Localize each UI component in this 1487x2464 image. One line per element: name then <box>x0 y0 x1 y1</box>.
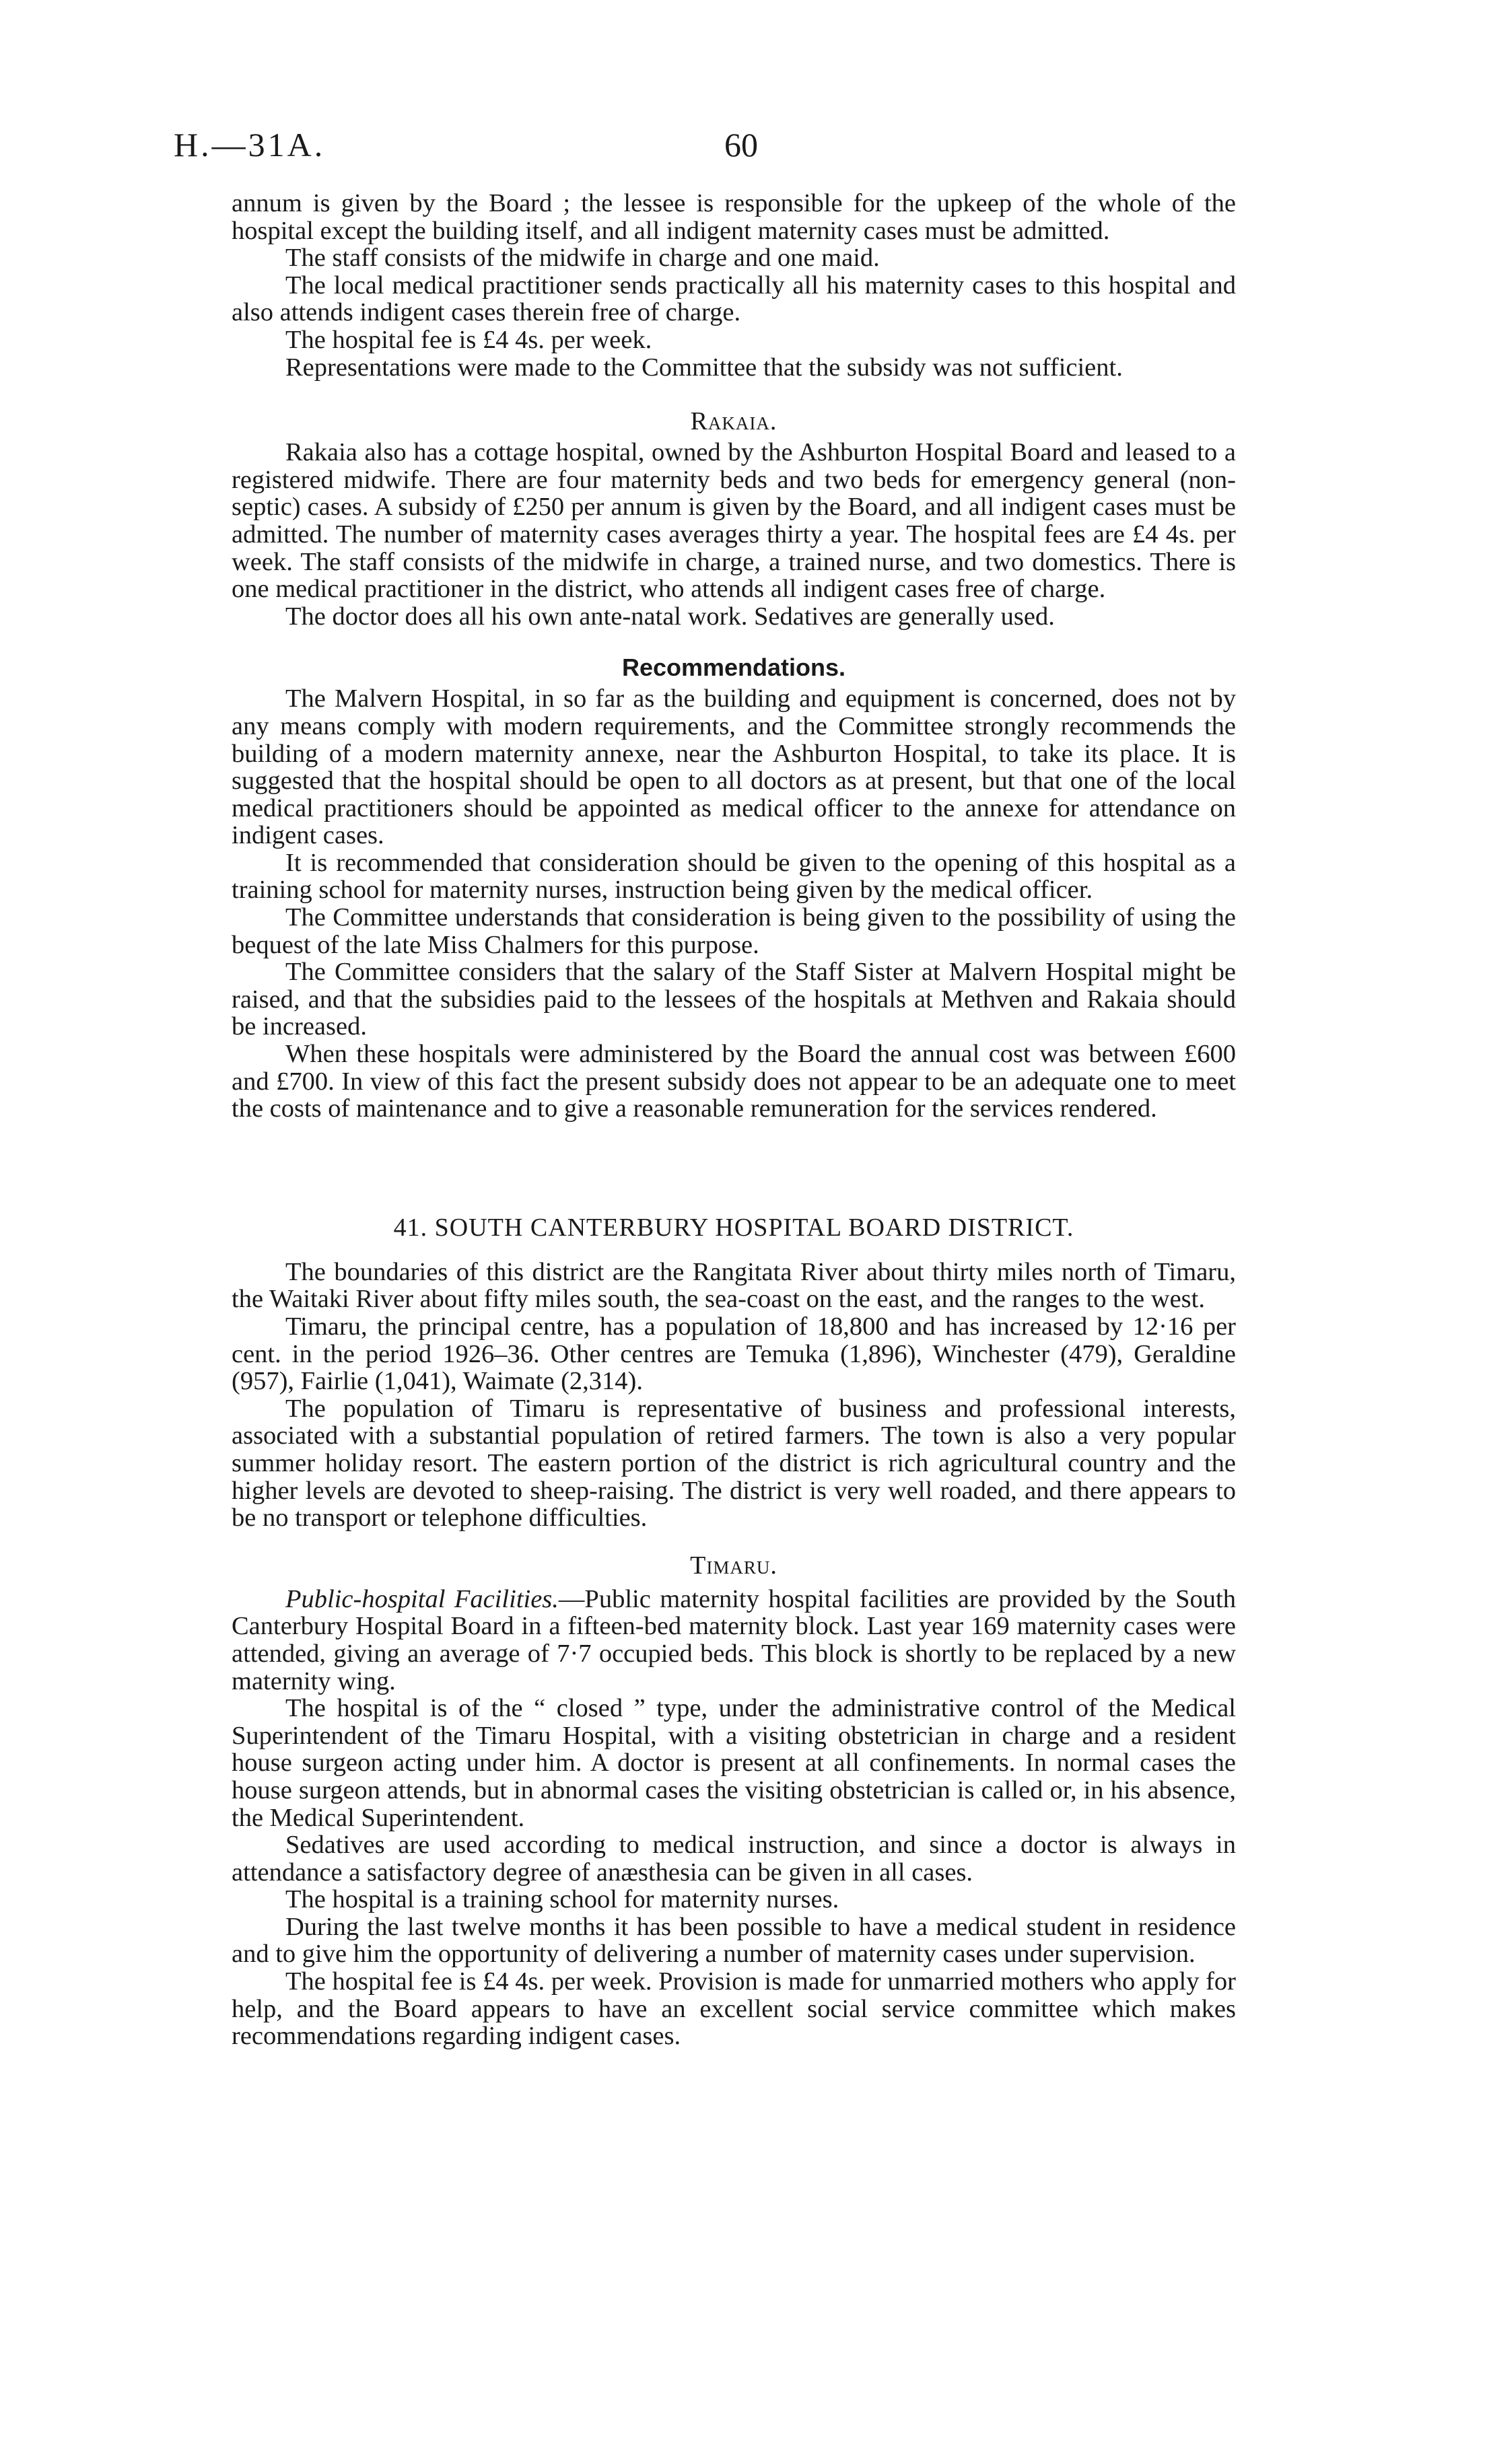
body-paragraph: The Committee considers that the salary of the Staff Sister at Malvern Hospital might be raised, and that the subsidies paid to the lessees of the hospitals at Methven and Rakaia should be increased. <box>232 958 1236 1041</box>
body-paragraph: The local medical practitioner sends practically all his maternity cases to this hospital and also attends indigent cases therein free of charge. <box>232 271 1236 327</box>
body-paragraph: The hospital is of the “ closed ” type, under the administrative control of the Medical Superintendent of the Timaru Hospital, with a visiting obstetrician in charge and a resident house surgeon acting under him. A doctor is present at all confinements. In normal cases the house surgeon attends, but in abnormal cases the visiting obstetrician is called or, in his absence, the Medical Superintendent. <box>232 1694 1236 1832</box>
body-paragraph: Timaru, the principal centre, has a population of 18,800 and has increased by 12·16 per cent. in the period 1926–36. Other centres are Temuka (1,896), Winchester (479), Geraldine (957), Fairlie (1,041), Waimate (2,314). <box>232 1312 1236 1396</box>
body-paragraph: Sedatives are used according to medical instruction, and since a doctor is always in attendance a satisfactory degree of anæsthesia can be given in all cases. <box>232 1831 1236 1887</box>
body-paragraph: The hospital fee is £4 4s. per week. <box>285 325 652 354</box>
body-paragraph: The Malvern Hospital, in so far as the building and equipment is concerned, does not by any means comply with modern requirements, and the Committee strongly recommends the building of a modern maternity annexe, near the Ashburton Hospital, to take its place. It is suggested that the hospital should be open to all doctors as at present, but that one of the local medical practitioners should be appointed as medical officer to the annexe for attendance on indigent cases. <box>232 684 1236 850</box>
district-section <box>232 1214 1236 1532</box>
section-heading-rakaia: Rakaia. <box>690 407 777 436</box>
body-paragraph: It is recommended that consideration should be given to the opening of this hospital as a training school for maternity nurses, instruction being given by the medical officer. <box>232 848 1236 905</box>
body-paragraph: The population of Timaru is representative of business and professional interests, associated with a substantial population of retired farmers. The town is also a very popular summer holiday resort. The eastern portion of the district is rich agricultural country and the higher levels are devoted to sheep-raising. The district is very well roaded, and there appears to be no transport or telephone difficulties. <box>232 1394 1236 1533</box>
page-header <box>174 125 1240 172</box>
recommendations-section <box>232 654 1236 1123</box>
page-number: 60 <box>724 126 758 164</box>
body-paragraph: The doctor does all his own ante-natal work. Sedatives are generally used. <box>285 602 1055 631</box>
document-reference: H.—31A. <box>174 126 326 164</box>
timaru-section <box>232 1552 1236 2050</box>
body-paragraph: The boundaries of this district are the Rangitata River about thirty miles north of Timaru, the Waitaki River about fifty miles south, the sea-coast on the east, and the ranges to the west. <box>232 1257 1236 1314</box>
section-heading-timaru: Timaru. <box>690 1551 777 1580</box>
body-paragraph: When these hospitals were administered by the Board the annual cost was between £600 and £700. In view of this fact the present subsidy does not appear to be an adequate one to meet the costs of maintenance and to give a reasonable remuneration for the services rendered. <box>232 1040 1236 1123</box>
body-paragraph <box>232 1586 1236 1695</box>
body-paragraph: During the last twelve months it has been possible to have a medical student in residence and to give him the opportunity of delivering a number of maternity cases under supervision. <box>232 1912 1236 1969</box>
body-paragraph: The hospital fee is £4 4s. per week. Provision is made for unmarried mothers who apply for help, and the Board appears to have an excellent social service committee which makes recommendations regarding indigent cases. <box>232 1967 1236 2051</box>
body-paragraph: The staff consists of the midwife in charge and one maid. <box>285 244 880 273</box>
body-paragraph: annum is given by the Board ; the lessee is responsible for the upkeep of the whole of the hospital except the building itself, and all indigent maternity cases must be admitted. <box>232 189 1236 245</box>
section-heading-recommendations: Recommendations. <box>621 654 846 682</box>
body-paragraph: Representations were made to the Committee that the subsidy was not sufficient. <box>285 353 1123 382</box>
body-paragraph: The hospital is a training school for maternity nurses. <box>285 1885 839 1914</box>
body-paragraph: The Committee understands that consideration is being given to the possibility of using the bequest of the late Miss Chalmers for this purpose. <box>232 903 1236 959</box>
intro-section <box>232 190 1236 381</box>
lead-text: —Public maternity hospital facilities are provided by the South Canterbury Hospital Board in a fifteen-bed maternity block. Last year 169 maternity cases were attended, giving an average of 7·7 occupied beds. This block is shortly to be replaced by a new maternity wing. <box>232 1584 1236 1695</box>
lead-in-heading: Public-hospital Facilities. <box>285 1584 559 1613</box>
district-heading: 41. SOUTH CANTERBURY HOSPITAL BOARD DISTRICT. <box>393 1213 1074 1242</box>
rakaia-section <box>232 408 1236 630</box>
page-body <box>232 190 1236 2050</box>
body-paragraph: Rakaia also has a cottage hospital, owned by the Ashburton Hospital Board and leased to a registered midwife. There are four maternity beds and two beds for emergency general (non-septic) cases. A subsidy of £250 per annum is given by the Board, and all indigent cases must be admitted. The number of maternity cases averages thirty a year. The hospital fees are £4 4s. per week. The staff consists of the midwife in charge, a trained nurse, and two domestics. There is one medical practitioner in the district, who attends all indigent cases free of charge. <box>232 438 1236 604</box>
